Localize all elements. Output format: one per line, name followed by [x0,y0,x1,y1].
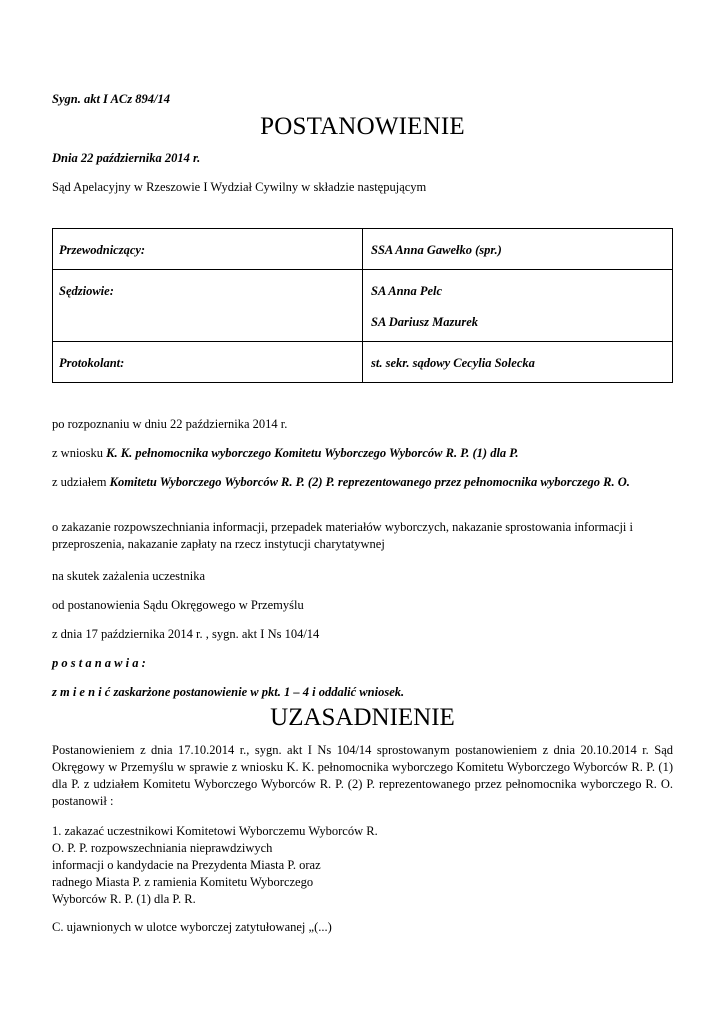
subject-paragraph: o zakazanie rozpowszechniania informacji, przepadek materiałów wyborczych, nakazanie sprostowania informacji i przeproszenia, nakazanie zapłaty na rzecz instytucji charytatywnej [52,520,633,551]
composition-table [52,228,673,383]
judge-2: SA Dariusz Mazurek [371,315,478,329]
motion-party: K. K. pełnomocnika wyborczego Komitetu Wyborczego Wyborców R. P. (1) dla P. [106,446,519,460]
justification-last-line: C. ujawnionych w ulotce wyborczej zatytułowanej „(...) [52,920,332,934]
examined-line: po rozpoznaniu w dniu 22 października 2014 r. [52,417,288,431]
list-line: Wyborców R. P. (1) dla P. R. [52,892,196,906]
chair-label: Przewodniczący: [53,229,363,270]
list-line: informacji o kandydacie na Prezydenta Miasta P. oraz [52,858,321,872]
participation-prefix: z udziałem [52,475,110,489]
from-decision-line: od postanowienia Sądu Okręgowego w Przemyślu [52,598,304,612]
complaint-line: na skutek zażalenia uczestnika [52,569,206,583]
list-line: radnego Miasta P. z ramienia Komitetu Wyborczego [52,875,314,889]
motion-line [52,445,673,462]
case-signature: Sygn. akt I ACz 894/14 [52,92,170,106]
document-title: POSTANOWIENIE [260,113,465,140]
judge-1: SA Anna Pelc [371,284,443,298]
resolves-line: p o s t a n a w i a : [52,656,146,670]
justification-paragraph: Postanowieniem z dnia 17.10.2014 r., sygn. akt I Ns 104/14 sprostowanym postanowieniem z dnia 20.10.2014 r. Sąd Okręgowy w Przemyślu w sprawie z wniosku K. K. pełnomocnika wyborczego Komitetu Wyborczego Wyborców R. P. (1) dla P. z udziałem Komitetu Wyborczego Wyborców R. P. (2) P. reprezentowanego przez pełnomocnika wyborczego R. O. postanowił : [52,743,673,808]
list-line: 1. zakazać uczestnikowi Komitetowi Wyborczemu Wyborców R. [52,824,378,838]
composition-row-clerk [53,342,673,383]
decision-date-line: z dnia 17 października 2014 r. , sygn. akt I Ns 104/14 [52,627,320,641]
ruling-line: z m i e n i ć zaskarżone postanowienie w pkt. 1 – 4 i oddalić wniosek. [52,685,405,699]
justification-title: UZASADNIENIE [270,704,455,731]
justification-list [52,823,673,908]
judges-values [363,270,673,342]
composition-row-judges [53,270,673,342]
clerk-value: st. sekr. sądowy Cecylia Solecka [363,342,673,383]
chair-value: SSA Anna Gawełko (spr.) [363,229,673,270]
motion-prefix: z wniosku [52,446,107,460]
composition-row-chair [53,229,673,270]
decision-date: Dnia 22 października 2014 r. [52,151,201,165]
participation-party: Komitetu Wyborczego Wyborców R. P. (2) P. reprezentowanego przez pełnomocnika wyborczego R. O. [109,475,630,489]
list-line: O. P. P. rozpowszechniania nieprawdziwych [52,841,273,855]
court-composition-intro: Sąd Apelacyjny w Rzeszowie I Wydział Cywilny w składzie następującym [52,180,427,194]
clerk-label: Protokolant: [53,342,363,383]
participation-line [52,474,673,491]
judges-label: Sędziowie: [53,270,363,342]
